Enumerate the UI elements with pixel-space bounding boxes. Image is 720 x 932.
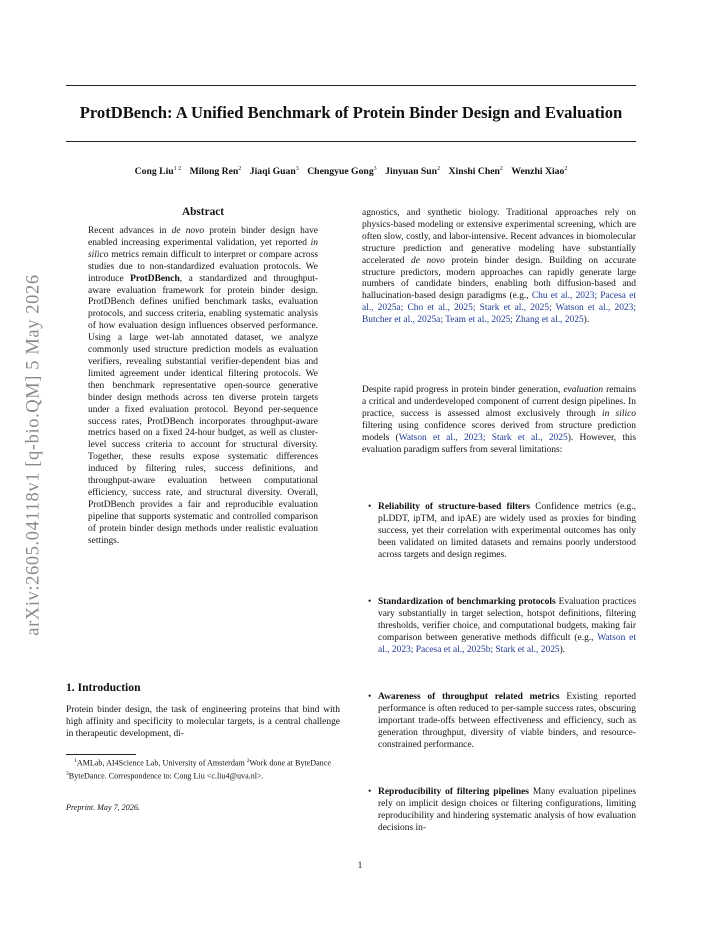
page-number: 1 [357, 861, 363, 871]
abstract-heading: Abstract [181, 206, 225, 218]
bullet-icon: • [368, 502, 372, 512]
footnote-rule [66, 754, 136, 755]
paper-title: ProtDBench: A Unified Benchmark of Protein Binder Design and Evaluation [79, 103, 623, 122]
introduction-paragraph: Despite rapid progress in protein binder generation, evaluation remains a critical and underdeveloped component of current design pipelines. In practice, success is assessed almost exclusively through in silico filtering using confidence scores derived from structure prediction models (Watson et al., 2023; Stark et al., 2025). However, this evaluation paradigm suffers from several limitations: [362, 385, 636, 455]
introduction-paragraph: agnostics, and synthetic biology. Traditional approaches rely on physics-based modeling or extensive experimental screening, which are often slow, costly, and labor-intensive. Recent advances in biomolecular structure prediction and generative modeling have substantially accelerated de novo protein binder design. Building on accurate structure predictors, modern approaches can rapidly generate large numbers of candidate binders, enabling both diffusion-based and hallucination-based design paradigms (e.g., Chu et al., 2023; Pacesa et al., 2025a; Cho et al., 2025; Stark et al., 2025; Watson et al., 2023; Butcher et al., 2025a; Team et al., 2025; Zhang et al., 2025). [362, 208, 637, 326]
author: Wenzhi Xiao$^2$ [511, 166, 568, 178]
arxiv-identifier-stamp [14, 245, 54, 665]
arxiv-identifier-text: arXiv:2605.04118v1 [q-bio.QM] 5 May 2026 [23, 274, 44, 636]
author: Cong Liu$^{1 2}$ [134, 166, 182, 178]
bullet-icon: • [368, 692, 372, 702]
author-list [66, 166, 636, 177]
author: Jinyuan Sun$^2$ [385, 166, 441, 178]
top-rule [66, 85, 636, 86]
citation-link[interactable]: Watson et al., 2023; Stark et al., 2025 [398, 432, 568, 443]
abstract-body: Recent advances in de novo protein binder design have enabled increasing experimental validation, yet reported in silico metrics remain difficult to interpret or compare across studies due to non-standardized evaluation protocols. We introduce ProtDBench, a standardized and throughput-aware evaluation framework for protein binder design. ProtDBench defines unified benchmark tasks, evaluation protocols, and success criteria, enabling systematic analysis of how evaluation design influences observed performance. Using a large wet-lab annotated dataset, we analyze commonly used structure prediction models as evaluation verifiers, revealing substantial verifier-dependent bias and limited agreement under identical filtering protocols. We then benchmark representative open-source generative binder design methods across ten diverse protein targets under a fixed evaluation protocol. Beyond per-sequence success rates, ProtDBench incorporates throughput-aware metrics based on a fixed 24-hour budget, as well as cluster-level success criteria to account for structural diversity. Together, these results expose systematic differences induced by filtering rules, success definitions, and throughput-aware evaluation between computational efficiency, success rate, and structural diversity. Overall, ProtDBench provides a fair and reproducible evaluation pipeline that supports systematic and controlled comparison of protein binder design methods under realistic evaluation settings. [88, 226, 319, 546]
author: Chengyue Gong$^3$ [307, 166, 377, 178]
affiliation-footnote: $^1$AMLab, AI4Science Lab, University of Amsterdam $^2$Work done at ByteDance $^3$ByteDance. Correspondence to: Cong Liu <c.liu4@uva.nl>. [66, 758, 331, 781]
author: Xinshi Chen$^2$ [448, 166, 503, 178]
section-heading-introduction: 1. Introduction [66, 681, 141, 694]
limitation-list-item: • Awareness of throughput related metrics Existing reported performance is often reduced to per-sample success rates, obscuring important trade-offs between effectiveness and efficiency, such as generation throughput, diversity of viable binders, and resource-constrained performance. [368, 692, 637, 750]
bullet-icon: • [368, 597, 372, 607]
limitation-list-item: • Standardization of benchmarking protocols Evaluation practices vary substantially in target selection, hotspot definitions, filtering thresholds, verifier choice, and computational budgets, making fair comparison between generative methods difficult (e.g., Watson et al., 2023; Pacesa et al., 2025b; Stark et al., 2025). [368, 597, 637, 655]
citation-link[interactable]: Watson et al., 2023; Pacesa et al., 2025b; Stark et al., 2025 [378, 632, 636, 655]
limitation-list-item: • Reliability of structure-based filters Confidence metrics (e.g., pLDDT, ipTM, and ipAE) are widely used as proxies for binding success, yet their correlation with experimental outcomes has only been validated on limited datasets and remains poorly understood across targets and design regimes. [368, 502, 636, 560]
introduction-paragraph: Protein binder design, the task of engineering proteins that bind with high affinity and specificity to molecular targets, is a central challenge in therapeutic development, di- [66, 705, 340, 739]
title-bottom-rule [66, 141, 636, 142]
bullet-icon: • [368, 787, 372, 797]
citation-link[interactable]: Chu et al., 2023; Pacesa et al., 2025a; Cho et al., 2025; Stark et al., 2025; Watson et al., 2023; Butcher et al., 2025a; Team et al., 2025; Zhang et al., 2025 [362, 291, 637, 326]
limitation-list-item: • Reproducibility of filtering pipelines Many evaluation pipelines rely on implicit design choices or filtering configurations, limiting reproducibility and hindering systematic analysis of how evaluation decisions in- [368, 787, 636, 833]
author: Milong Ren$^2$ [189, 166, 242, 178]
author: Jiaqi Guan$^3$ [249, 166, 299, 178]
preprint-note: Preprint. May 7, 2026. [66, 803, 140, 812]
